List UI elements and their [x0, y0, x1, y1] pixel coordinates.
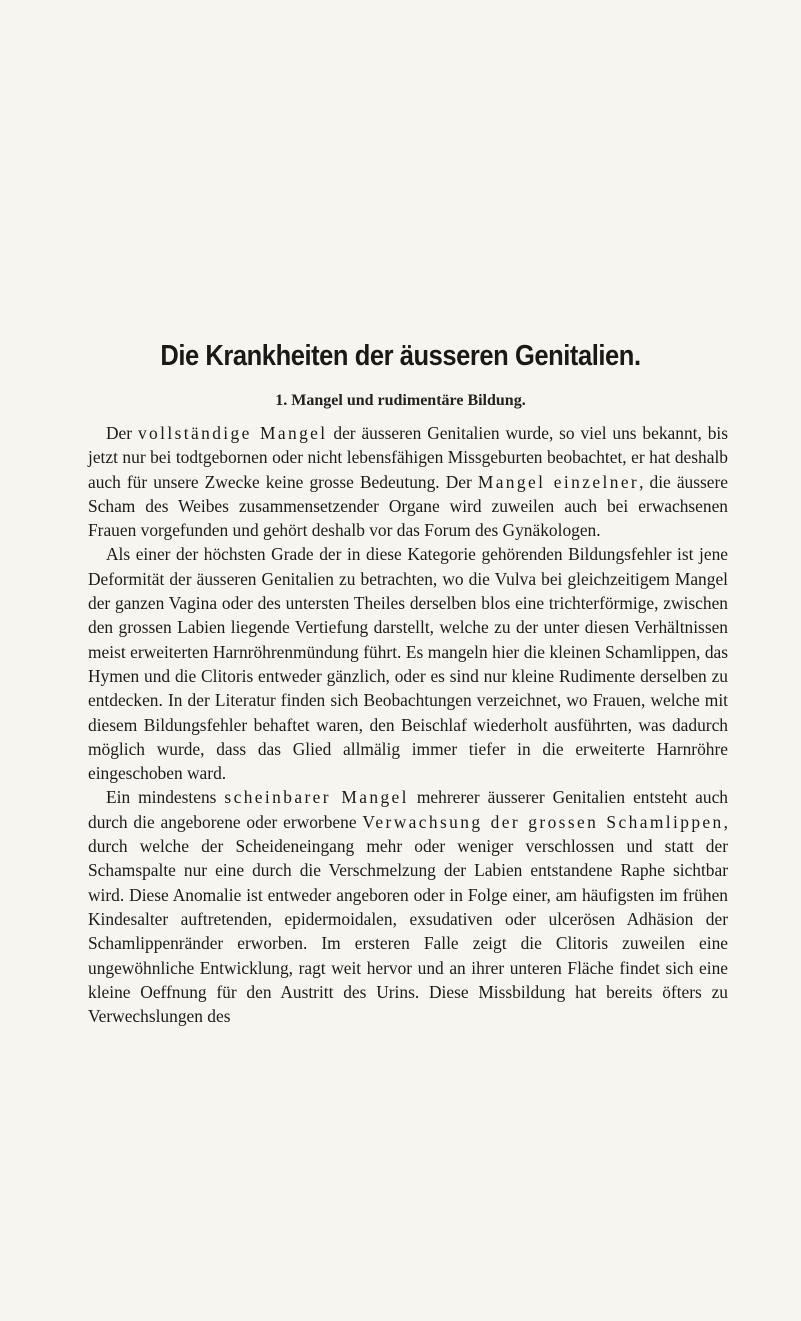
emphasis-spaced: Verwachsung der grossen Schamlippen — [362, 811, 724, 832]
paragraph — [88, 785, 728, 1028]
paragraph — [88, 421, 728, 542]
text-run: Als einer der höchsten Grade der in diese Kategorie gehörenden Bildungsfehler ist jene Deformität der äusseren Genitalien zu betrachten, wo die Vulva bei gleichzeitigem Mangel der ganzen Vagina oder des untersten Theiles derselben blos eine trichterförmige, zwischen den grossen Labien liegende Vertiefung darstellt, welche zu der unter diesen Verhältnissen meist erweiterten Harnröhrenmündung führt. Es mangeln hier die kleinen Schamlippen, das Hymen und die Clitoris entweder gänzlich, oder es sind nur kleine Rudimente derselben zu entdecken. In der Literatur finden sich Beobachtungen verzeichnet, wo Frauen, welche mit diesem Bildungsfehler behaftet waren, den Beischlaf wiederholt ausführten, was dadurch möglich wurde, dass das Glied allmälig immer tiefer in die erweiterte Harnröhre eingeschoben ward. — [88, 544, 728, 784]
emphasis-spaced: vollständige Mangel — [137, 423, 328, 443]
text-run: , die äussere Scham des Weibes zusammensetzender Organe wird zuweilen auch bei erwachsenen Frauen vorgefunden und gehört deshalb vor das Forum des Gynäkologen. — [88, 471, 729, 541]
chapter-title: Die Krankheiten der äusseren Genitalien. — [160, 340, 641, 372]
text-run: Ein mindestens — [106, 787, 225, 808]
emphasis-spaced: Mangel einzelner — [477, 471, 640, 492]
text-run: mehrerer äusserer Genitalien entsteht auch durch die angeborene oder erworbene — [88, 787, 728, 832]
emphasis-spaced: scheinbarer Mangel — [224, 787, 409, 808]
text-run: der äusseren Genitalien wurde, so viel uns bekannt, bis jetzt nur bei todtgebornen oder nicht lebensfähigen Missgeburten beobachtet, er hat deshalb auch für unsere Zwecke keine grosse Bedeutung. Der — [88, 423, 728, 492]
text-run: , durch welche der Scheideneingang mehr oder weniger verschlossen und statt der Schamspalte nur eine durch die Verschmelzung der Labien entstandene Raphe sichtbar wird. Diese Anomalie ist entweder angeboren oder in Folge einer, am häufigsten im frühen Kindesalter auftretenden, epidermoidalen, exsudativen oder ulcerösen Adhäsion der Schamlippenränder erworben. Im ersteren Falle zeigt die Clitoris zuweilen eine ungewöhnliche Entwicklung, ragt weit hervor und an ihrer unteren Fläche findet sich eine kleine Oeffnung für den Austritt des Urins. Diese Missbildung hat bereits öfters zu Verwechslungen des — [88, 811, 728, 1027]
body-text — [88, 421, 728, 1028]
text-run: Der — [106, 423, 138, 443]
paragraph — [88, 542, 728, 785]
section-heading: 1. Mangel und rudimentäre Bildung. — [275, 392, 526, 409]
